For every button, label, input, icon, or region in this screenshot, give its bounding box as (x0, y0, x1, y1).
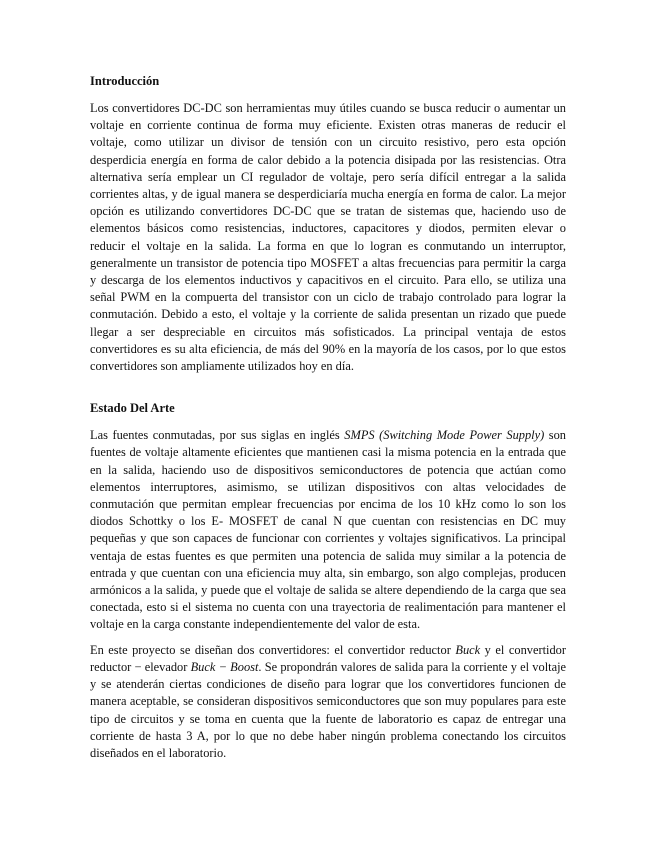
p2-text-2: y el convertidor reductor − elevador (90, 642, 567, 674)
section-spacer (90, 375, 566, 399)
document-page (90, 72, 566, 770)
p2-text-3: . Se propondrán valores de salida para la corriente y el voltaje y se atenderán ciertas condiciones de diseño para lograr que los convertidores funcionen de manera aceptable, se consideran dispositivos semiconductores que son muy populares para este tipo de circuitos y se toma en cuenta que la fuente de laboratorio es capaz de entregar una corriente de hasta 3 A, por lo que no debe haber ningún problema conectando los circuitos diseñados en el laboratorio. (90, 659, 567, 760)
p1-text-before: Las fuentes conmutadas, por sus siglas en inglés (90, 428, 345, 443)
p1-text-after: son fuentes de voltaje altamente eficientes que mantienen casi la misma potencia en la entrada que en la salida, haciendo uso de dispositivos semiconductores de potencia que actúan como elementos interruptores, asimismo, se utilizan dispositivos con altas velocidades de conmutación que permitan emplear frecuencias por encima de los 10 kHz como lo son los diodos Schottky o los E- MOSFET de canal N que cuentan con resistencias en DC muy pequeñas y que son capaces de funcionar con corrientes y voltajes significativos. La principal ventaja de estas fuentes es que permiten una potencia de salida muy similar a la potencia de entrada y que cuentan con una eficiencia muy alta, sin embargo, son algo complejas, producen armónicos a la salida, y puede que el voltaje de salida se altere dependiendo de la carga que sea conectada, esto si el sistema no cuenta con una trayectoria de realimentación para mantener el voltaje en la carga constante independientemente del valor de esta. (90, 428, 567, 632)
section-heading-introduccion: Introducción (90, 74, 160, 88)
intro-paragraph: Los convertidores DC-DC son herramientas muy útiles cuando se busca reducir o aumentar un voltaje en corriente continua de forma muy eficiente. Existen otras maneras de reducir el voltaje, como utilizar un divisor de tensión con un circuito resistivo, pero esta opción desperdicia energía en forma de calor debido a la potencia disipada por las resistencias. Otra alternativa sería emplear un CI regulador de voltaje, pero sería difícil entregar a la salida corrientes altas, y de igual manera se desperdiciaría mucha energía en forma de calor. La mejor opción es utilizando convertidores DC-DC que se tratan de sistemas que, haciendo uso de elementos básicos como resistencias, inductores, capacitores y diodos, permiten elevar o reducir el voltaje en la salida. La forma en que lo logran es conmutando un interruptor, generalmente un transistor de potencia tipo MOSFET a altas frecuencias para permitir la carga y descarga de los elementos inductivos y capacitivos en el circuito. Para ello, se utiliza una señal PWM en la compuerta del transistor con un ciclo de trabajo controlado para lograr la conmutación. Debido a esto, el voltaje y la corriente de salida presentan un rizado que puede llegar a ser despreciable en circuitos más sofisticados. La principal ventaja de estos convertidores es su alta eficiencia, de más del 90% en la mayoría de los casos, por lo que estos convertidores son ampliamente utilizados hoy en día. (90, 101, 566, 374)
p2-italic-buck: Buck (455, 642, 481, 657)
section-heading-estado-del-arte: Estado Del Arte (90, 401, 175, 416)
state-of-art-paragraph-2 (90, 642, 566, 762)
p2-italic-buck-boost: Buck − Boost (190, 659, 259, 674)
p2-text-1: En este proyecto se diseñan dos convertidores: el convertidor reductor (90, 642, 456, 657)
p1-italic-smps: SMPS (Switching Mode Power Supply) (344, 428, 545, 443)
state-of-art-paragraph-1 (90, 427, 566, 633)
